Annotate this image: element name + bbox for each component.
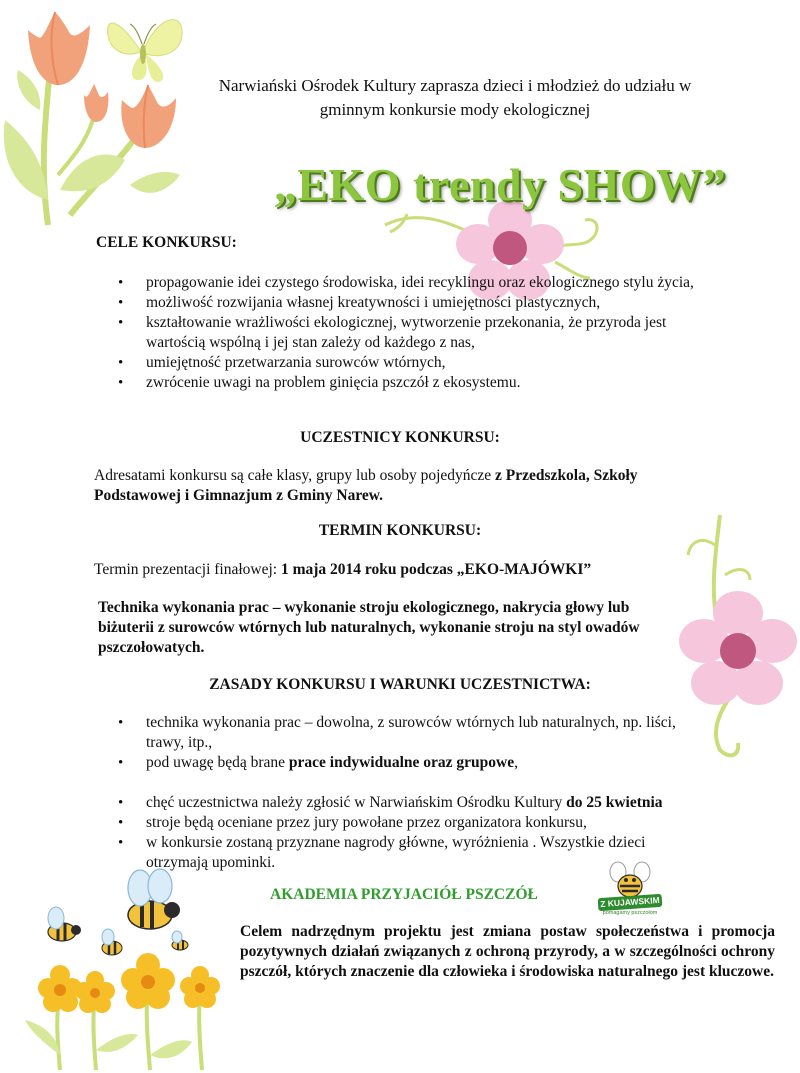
akademia-text: Celem nadrzędnym projektu jest zmiana postaw społeczeństwa i promocja pozytywnych działań związanych z ochroną przyrody, a w szczególności ochrony pszczół, których znaczenie dla człowieka i środowiska naturalnego jest kluczowe. bbox=[240, 923, 775, 980]
zasady-heading: ZASADY KONKURSU I WARUNKI UCZESTNICTWA: bbox=[209, 676, 591, 693]
list-item: • technika wykonania prac – dowolna, z surowców wtórnych lub naturalnych, np. liści, trawy, itp., bbox=[118, 713, 708, 753]
bee-mascot-icon bbox=[608, 862, 652, 898]
uczestnicy-text-bold: z Przedszkola, Szkoły Podstawowej i Gimnazjum z Gminy Narew. bbox=[94, 467, 638, 504]
logo-subtitle: pomagamy pszczołom bbox=[602, 910, 658, 916]
cele-heading: CELE KONKURSU: bbox=[96, 234, 237, 251]
list-item: • zwrócenie uwagi na problem ginięcia pszczół z ekosystemu. bbox=[118, 373, 718, 393]
termin-text-bold: 1 maja 2014 roku podczas „EKO-MAJÓWKI” bbox=[280, 561, 592, 578]
list-item-bold: prace indywidualne oraz grupowe bbox=[288, 754, 515, 771]
akademia-heading: AKADEMIA PRZYJACIÓŁ PSZCZÓŁ bbox=[270, 886, 538, 903]
technika-text: Technika wykonania prac – wykonanie stroju ekologicznego, nakrycia głowy lub biżuterii z surowców wtórnych lub naturalnych, wykonanie stroju na styl owadów pszczołowatych. bbox=[98, 599, 640, 656]
kujawski-bee-logo bbox=[594, 862, 666, 920]
event-title: „EKO trendy SHOW” bbox=[273, 159, 727, 210]
list-item: • propagowanie idei czystego środowiska, idei recyklingu oraz ekologicznego stylu życia, bbox=[118, 273, 718, 293]
list-item-end: , bbox=[514, 754, 518, 771]
termin-text-plain: Termin prezentacji finałowej: bbox=[94, 561, 281, 578]
list-item: • możliwość rozwijania własnej kreatywności i umiejętności plastycznych, bbox=[118, 293, 718, 313]
termin-text bbox=[94, 560, 694, 580]
list-item-plain: pod uwagę będą brane bbox=[146, 754, 289, 771]
list-item: • umiejętność przetwarzania surowców wtórnych, bbox=[118, 353, 718, 373]
logo-badge: Z KUJAWSKIM bbox=[598, 894, 663, 911]
list-item: • w konkursie zostaną przyznane nagrody główne, wyróżnienia . Wszystkie dzieci otrzymają upominki. bbox=[118, 833, 708, 873]
intro-line-2: gminnym konkursie mody ekologicznej bbox=[319, 100, 591, 119]
list-item-bold: do 25 kwietnia bbox=[566, 794, 663, 811]
list-item-plain: chęć uczestnictwa należy zgłosić w Narwiańskim Ośrodku Kultury bbox=[146, 794, 567, 811]
uczestnicy-text bbox=[94, 466, 694, 506]
list-item bbox=[118, 753, 708, 773]
list-item: • kształtowanie wrażliwości ekologicznej, wytworzenie przekonania, że przyroda jest wartością wspólną i jej stan zależy od każdego z nas, bbox=[118, 313, 718, 353]
termin-heading: TERMIN KONKURSU: bbox=[318, 522, 482, 539]
list-item: • stroje będą oceniane przez jury powołane przez organizatora konkursu, bbox=[118, 813, 708, 833]
bees-and-flowers-decoration bbox=[20, 870, 230, 1070]
list-item bbox=[118, 793, 708, 813]
intro-text bbox=[150, 74, 760, 122]
cele-list bbox=[118, 273, 718, 393]
uczestnicy-text-plain: Adresatami konkursu są całe klasy, grupy lub osoby pojedyńcze bbox=[94, 467, 496, 484]
intro-line-1: Narwiański Ośrodek Kultury zaprasza dzieci i młodzież do udziału w bbox=[218, 76, 692, 95]
uczestnicy-heading: UCZESTNICY KONKURSU: bbox=[300, 429, 500, 446]
zasady-list bbox=[118, 713, 708, 873]
